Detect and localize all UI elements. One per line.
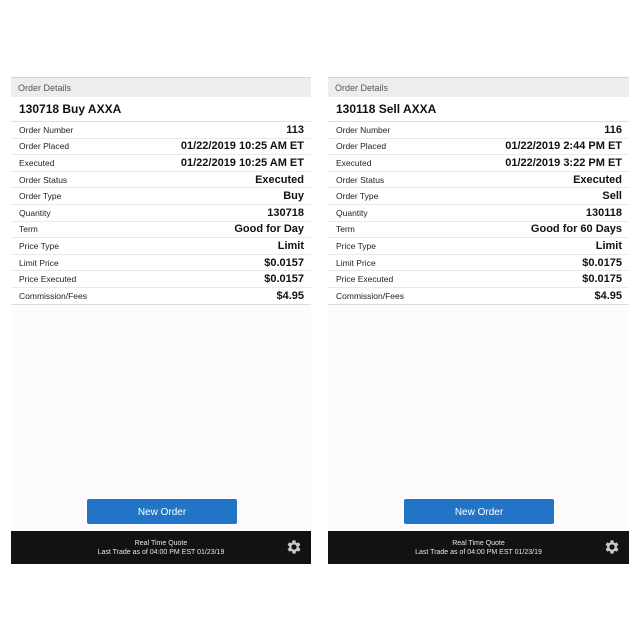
row-label: Price Executed [19, 274, 77, 285]
row-value: $0.0157 [264, 273, 304, 286]
order-details-list [11, 122, 311, 305]
row-label: Term [336, 224, 355, 235]
new-order-button[interactable]: New Order [87, 499, 237, 524]
row-value: 130118 [585, 206, 622, 219]
quote-footer [328, 531, 629, 564]
row-value: 01/22/2019 3:22 PM ET [505, 156, 622, 169]
row-label: Order Status [19, 174, 68, 185]
row-value: Executed [255, 173, 304, 186]
row-value: $4.95 [594, 289, 622, 302]
row-label: Executed [336, 157, 372, 168]
row-quantity [11, 205, 311, 222]
row-order-status [328, 172, 629, 189]
row-value: 116 [604, 123, 622, 136]
footer-quote-label: Real Time Quote [134, 540, 188, 547]
row-label: Order Type [19, 191, 62, 202]
row-value: $0.0175 [582, 273, 622, 286]
row-value: Good for Day [234, 223, 304, 236]
footer-last-trade: Last Trade as of 04:00 PM EST 01/23/19 [97, 549, 225, 556]
row-order-number [328, 122, 629, 139]
row-label: Term [19, 224, 38, 235]
row-value: $0.0175 [582, 256, 622, 269]
row-label: Commission/Fees [19, 290, 88, 301]
row-limit-price [328, 255, 629, 272]
row-label: Limit Price [19, 257, 59, 268]
row-value: Limit [595, 239, 622, 252]
row-order-placed [328, 139, 629, 156]
row-label: Order Status [336, 174, 385, 185]
row-value: Buy [283, 190, 304, 203]
row-label: Limit Price [336, 257, 376, 268]
new-order-button[interactable]: New Order [404, 499, 554, 524]
row-term [328, 222, 629, 239]
quote-footer [11, 531, 311, 564]
row-price-type [328, 238, 629, 255]
row-order-type [11, 188, 311, 205]
row-commission-fees [328, 288, 629, 305]
footer-quote-label: Real Time Quote [452, 540, 505, 547]
row-value: 130718 [267, 206, 304, 219]
row-label: Quantity [336, 207, 368, 218]
section-header: Order Details [328, 77, 629, 97]
row-label: Commission/Fees [336, 290, 405, 301]
row-value: Good for 60 Days [530, 223, 622, 236]
order-details-panel-buy [11, 77, 311, 564]
row-value: Executed [573, 173, 622, 186]
row-quantity [328, 205, 629, 222]
row-value: $4.95 [276, 289, 304, 302]
row-price-executed [11, 271, 311, 288]
row-label: Price Executed [336, 274, 394, 285]
row-term [11, 222, 311, 239]
order-title: 130118 Sell AXXA [328, 97, 629, 122]
row-limit-price [11, 255, 311, 272]
row-value: Sell [602, 190, 622, 203]
footer-last-trade: Last Trade as of 04:00 PM EST 01/23/19 [415, 549, 542, 556]
row-value: 01/22/2019 2:44 PM ET [505, 140, 622, 153]
row-value: Limit [277, 239, 304, 252]
row-label: Order Number [336, 124, 391, 135]
row-value: $0.0157 [264, 256, 304, 269]
row-order-type [328, 188, 629, 205]
row-executed [11, 155, 311, 172]
row-value: 113 [286, 123, 304, 136]
gear-icon[interactable] [603, 538, 621, 556]
row-price-executed [328, 271, 629, 288]
row-label: Quantity [19, 207, 51, 218]
row-commission-fees [11, 288, 311, 305]
section-header: Order Details [11, 77, 311, 97]
row-value: 01/22/2019 10:25 AM ET [180, 156, 304, 169]
row-label: Price Type [336, 240, 377, 251]
order-details-panel-sell [328, 77, 629, 564]
row-label: Price Type [19, 240, 60, 251]
row-order-placed [11, 139, 311, 156]
order-title: 130718 Buy AXXA [11, 97, 311, 122]
row-order-number [11, 122, 311, 139]
row-label: Order Placed [336, 141, 387, 152]
row-label: Executed [19, 157, 55, 168]
row-executed [328, 155, 629, 172]
row-value: 01/22/2019 10:25 AM ET [180, 140, 304, 153]
row-label: Order Type [336, 191, 379, 202]
gear-icon[interactable] [285, 538, 303, 556]
row-label: Order Number [19, 124, 74, 135]
row-label: Order Placed [19, 141, 70, 152]
row-order-status [11, 172, 311, 189]
row-price-type [11, 238, 311, 255]
order-details-list [328, 122, 629, 305]
